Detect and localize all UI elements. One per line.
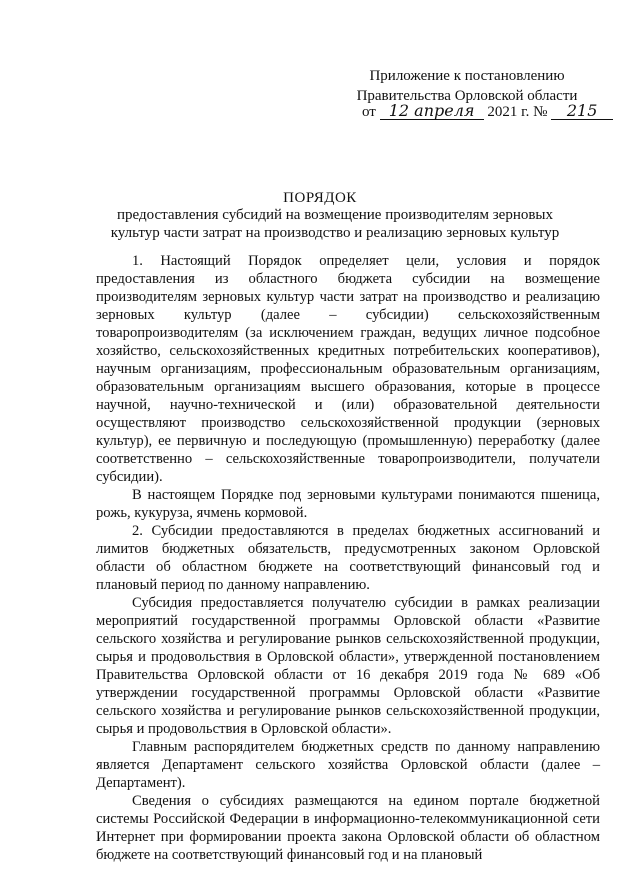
paragraph-3: 2. Субсидии предоставляются в пределах бюджетных ассигнований и лимитов бюджетных обязательств, предусмотренных законом Орловской области об областном бюджете на соответствующий финансовый год и плановый период по данному направлению. xyxy=(96,523,600,593)
document-subtitle: предоставления субсидий на возмещение производителям зерновых культур части затрат на производство и реализацию зерновых культур xyxy=(110,207,560,241)
handwritten-date: 12 апреля xyxy=(380,103,484,120)
document-body xyxy=(96,252,600,864)
decree-year: 2021 г. № xyxy=(487,104,548,120)
header-line-2: Правительства Орловской области xyxy=(356,88,578,104)
decree-date-line xyxy=(362,102,602,122)
paragraph-1: 1. Настоящий Порядок определяет цели, условия и порядок предоставления из областного бюджета субсидии на возмещение производителям зерновых культур части затрат на производство и реализацию зерновых культур (далее – субсидии) сельскохозяйственным товаропроизводителям (за исключением граждан, ведущих личное подсобное хозяйство, сельскохозяйственных кредитных потребительских кооперативов), научным организациям, профессиональным образовательным организациям, образовательным организациям высшего образования, которые в процессе научной, научно-технической и (или) образовательной деятельности осуществляют производство сельскохозяйственной продукции (зерновых культур), ее первичную и последующую (промышленную) переработку (далее соответственно – сельскохозяйственные товаропроизводители, получатели субсидии). xyxy=(96,253,600,485)
document-title: ПОРЯДОК xyxy=(283,190,357,206)
paragraph-2: В настоящем Порядке под зерновыми культурами понимаются пшеница, рожь, кукуруза, ячмень кормовой. xyxy=(96,487,600,521)
date-prefix: от xyxy=(362,104,376,120)
document-header xyxy=(352,66,582,106)
paragraph-4: Субсидия предоставляется получателю субсидии в рамках реализации мероприятий государственной программы Орловской области «Развитие сельского хозяйства и регулирование рынков сельскохозяйственной продукции, сырья и продовольствия в Орловской области», утвержденной постановлением Правительства Орловской области от 16 декабря 2019 года № 689 «Об утверждении государственной программы Орловской области «Развитие сельского хозяйства и регулирование рынков сельскохозяйственной продукции, сырья и продовольствия в Орловской области». xyxy=(96,595,600,737)
paragraph-6: Сведения о субсидиях размещаются на едином портале бюджетной системы Российской Федерации в информационно-телекоммуникационной сети Интернет при формировании проекта закона Орловской области об областном бюджете на соответствующий финансовый год и на плановый xyxy=(96,793,600,863)
paragraph-5: Главным распорядителем бюджетных средств по данному направлению является Департамент сельского хозяйства Орловской области (далее – Департамент). xyxy=(96,739,600,791)
header-line-1: Приложение к постановлению xyxy=(369,68,565,84)
handwritten-number: 215 xyxy=(551,103,613,120)
